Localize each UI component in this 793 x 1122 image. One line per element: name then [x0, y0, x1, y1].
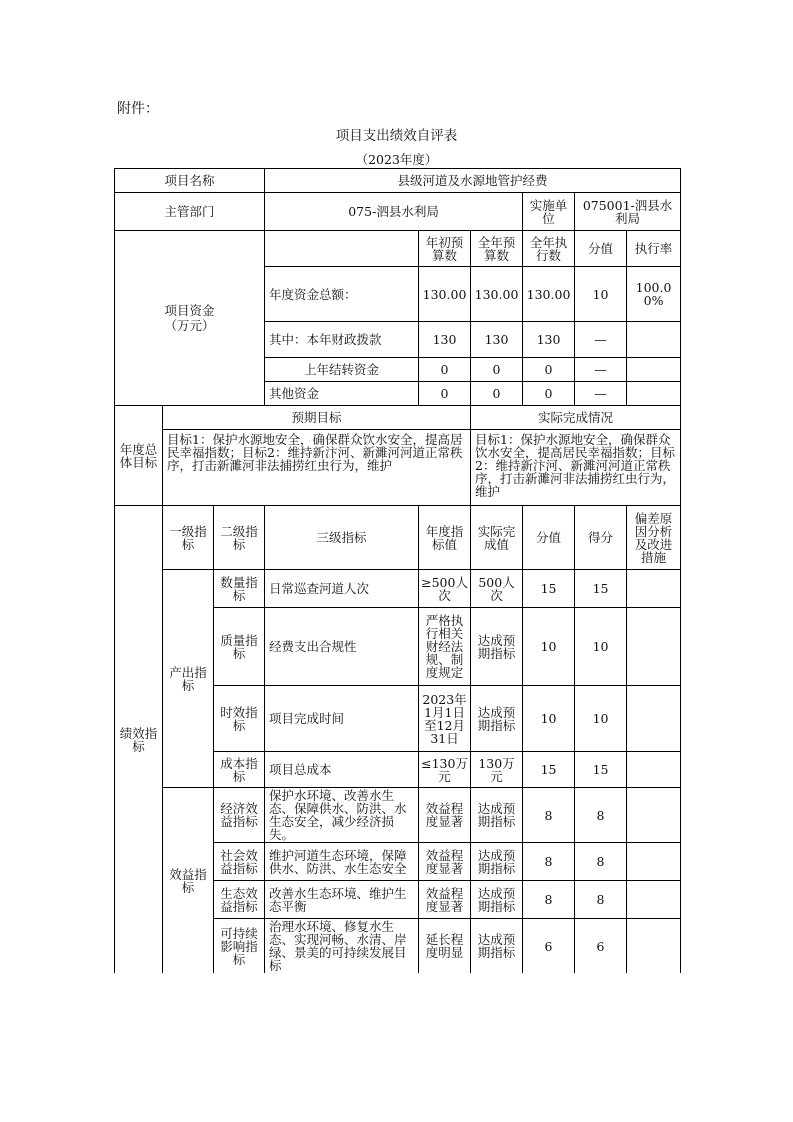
- annual-target: ≤130万元: [419, 752, 471, 788]
- indicator-header: 分值: [523, 506, 575, 570]
- actual-value: 达成预期指标: [471, 788, 523, 843]
- dept-value: 075-泗县水利局: [265, 193, 523, 231]
- annual-target: ≥500人次: [419, 570, 471, 608]
- evaluation-table: [114, 168, 681, 973]
- deviation-note: [627, 881, 681, 919]
- actual-results-text: 目标1：保护水源地安全，确保群众饮水安全，提高居民幸福指数；目标2：维持新汴河、新濉河河道正常秩序，打击新濉河非法捕捞红虫行为，维护: [471, 430, 681, 506]
- indicator-header: 年度指标值: [419, 506, 471, 570]
- actual-value: 达成预期指标: [471, 843, 523, 881]
- level3-indicator: 改善水生态环境、维护生态平衡: [265, 881, 419, 919]
- actual-value: 达成预期指标: [471, 919, 523, 974]
- score: 8: [575, 843, 627, 881]
- funds-cell: 0: [471, 382, 523, 406]
- funds-header: 年初预算数: [419, 231, 471, 267]
- funds-section-label: 项目资金 （万元）: [115, 231, 265, 406]
- funds-header: 全年预算数: [471, 231, 523, 267]
- annual-goals-label: 年度总体目标: [115, 406, 163, 506]
- level2-indicator: 成本指标: [214, 752, 265, 788]
- weight: 8: [523, 788, 575, 843]
- funds-cell: 130.00: [419, 267, 471, 322]
- indicators-section-label: 绩效指标: [115, 506, 163, 974]
- deviation-note: [627, 919, 681, 974]
- funds-cell: [627, 358, 681, 382]
- annual-target: 严格执行相关财经法规、制度规定: [419, 608, 471, 686]
- deviation-note: [627, 608, 681, 686]
- indicator-header: 实际完成值: [471, 506, 523, 570]
- deviation-note: [627, 788, 681, 843]
- funds-cell: 0: [471, 358, 523, 382]
- weight: 8: [523, 881, 575, 919]
- indicator-header: 偏差原因分析及改进措施: [627, 506, 681, 570]
- indicator-header: 一级指标: [163, 506, 214, 570]
- project-name-label: 项目名称: [115, 169, 265, 193]
- funds-cell: 130: [419, 322, 471, 358]
- actual-results-header: 实际完成情况: [471, 406, 681, 430]
- deviation-note: [627, 570, 681, 608]
- score: 15: [575, 570, 627, 608]
- actual-value: 500人次: [471, 570, 523, 608]
- level3-indicator: 日常巡查河道人次: [265, 570, 419, 608]
- actual-value: 达成预期指标: [471, 881, 523, 919]
- funds-cell: 0: [419, 358, 471, 382]
- score: 10: [575, 608, 627, 686]
- funds-cell: 100.00%: [627, 267, 681, 322]
- level3-indicator: 治理水环境、修复水生态、实现河畅、水清、岸绿、景美的可持续发展目标: [265, 919, 419, 974]
- funds-cell: 130.00: [523, 267, 575, 322]
- level3-indicator: 保护水环境、改善水生态、保障供水、防洪、水生态安全，减少经济损失。: [265, 788, 419, 843]
- score: 6: [575, 919, 627, 974]
- score: 15: [575, 752, 627, 788]
- weight: 10: [523, 608, 575, 686]
- funds-cell: 0: [523, 382, 575, 406]
- deviation-note: [627, 752, 681, 788]
- funds-cell: 130: [471, 322, 523, 358]
- level2-indicator: 可持续影响指标: [214, 919, 265, 974]
- funds-cell: [627, 382, 681, 406]
- level3-indicator: 经费支出合规性: [265, 608, 419, 686]
- funds-row-label: 其中：本年财政拨款: [265, 322, 419, 358]
- annual-target: 延长程度明显: [419, 919, 471, 974]
- expected-goals-text: 目标1：保护水源地安全，确保群众饮水安全，提高居民幸福指数；目标2：维持新汴河、新濉河河道正常秩序，打击新濉河非法捕捞红虫行为，维护: [163, 430, 471, 506]
- annual-target: 2023年1月1日至12月31日: [419, 686, 471, 752]
- level2-indicator: 数量指标: [214, 570, 265, 608]
- level2-indicator: 时效指标: [214, 686, 265, 752]
- actual-value: 达成预期指标: [471, 608, 523, 686]
- weight: 6: [523, 919, 575, 974]
- impl-unit-value: 075001-泗县水利局: [575, 193, 681, 231]
- funds-cell: 0: [419, 382, 471, 406]
- funds-cell: —: [575, 382, 627, 406]
- level2-indicator: 质量指标: [214, 608, 265, 686]
- level3-indicator: 项目总成本: [265, 752, 419, 788]
- benefit-indicator-label: 效益指标: [163, 788, 214, 974]
- funds-cell: 130.00: [471, 267, 523, 322]
- deviation-note: [627, 686, 681, 752]
- attachment-label: 附件：: [117, 101, 159, 117]
- annual-target: 效益程度显著: [419, 843, 471, 881]
- actual-value: 130万元: [471, 752, 523, 788]
- level2-indicator: 生态效益指标: [214, 881, 265, 919]
- funds-cell: 130: [523, 322, 575, 358]
- funds-row-label: 上年结转资金: [265, 358, 419, 382]
- funds-cell: [627, 322, 681, 358]
- score: 8: [575, 881, 627, 919]
- indicator-header: 二级指标: [214, 506, 265, 570]
- funds-cell: —: [575, 322, 627, 358]
- funds-header: 全年执行数: [523, 231, 575, 267]
- weight: 8: [523, 843, 575, 881]
- funds-header: 分值: [575, 231, 627, 267]
- actual-value: 达成预期指标: [471, 686, 523, 752]
- project-name-value: 县级河道及水源地管护经费: [265, 169, 681, 193]
- level3-indicator: 项目完成时间: [265, 686, 419, 752]
- funds-row-label: 其他资金: [265, 382, 419, 406]
- funds-cell: —: [575, 358, 627, 382]
- weight: 15: [523, 570, 575, 608]
- annual-target: 效益程度显著: [419, 788, 471, 843]
- funds-cell: 10: [575, 267, 627, 322]
- form-title: 项目支出绩效自评表: [335, 128, 458, 144]
- funds-cell: 0: [523, 358, 575, 382]
- indicator-header: 得分: [575, 506, 627, 570]
- output-indicator-label: 产出指标: [163, 570, 214, 788]
- impl-unit-label: 实施单位: [523, 193, 575, 231]
- score: 8: [575, 788, 627, 843]
- level2-indicator: 经济效益指标: [214, 788, 265, 843]
- expected-goals-header: 预期目标: [163, 406, 471, 430]
- deviation-note: [627, 843, 681, 881]
- weight: 15: [523, 752, 575, 788]
- level3-indicator: 维护河道生态环境，保障供水、防洪、水生态安全: [265, 843, 419, 881]
- indicator-header: 三级指标: [265, 506, 419, 570]
- dept-label: 主管部门: [115, 193, 265, 231]
- funds-header-blank: [265, 231, 419, 267]
- funds-row-label: 年度资金总额：: [265, 267, 419, 322]
- weight: 10: [523, 686, 575, 752]
- form-year: （2023年度）: [355, 152, 438, 167]
- funds-header: 执行率: [627, 231, 681, 267]
- score: 10: [575, 686, 627, 752]
- level2-indicator: 社会效益指标: [214, 843, 265, 881]
- annual-target: 效益程度显著: [419, 881, 471, 919]
